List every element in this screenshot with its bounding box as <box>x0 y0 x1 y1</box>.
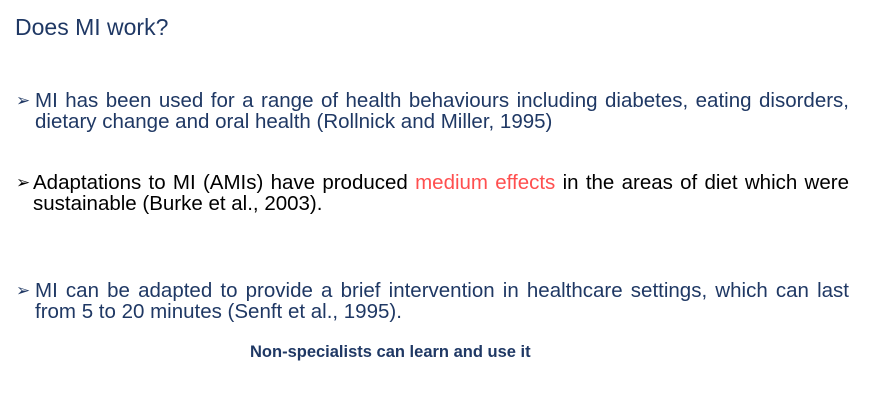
arrow-bullet-icon: ➢ <box>16 91 31 110</box>
arrow-bullet-icon: ➢ <box>16 281 31 300</box>
bullet-item-2 <box>16 172 849 214</box>
bullet-text-after: in the areas of diet which were sustainable (Burke et al., 2003). <box>33 171 849 215</box>
bullet-item-1 <box>16 90 849 132</box>
highlighted-phrase: medium effects <box>415 171 556 194</box>
slide-title: Does MI work? <box>15 14 169 40</box>
bullet-item-3 <box>16 280 849 322</box>
bullet-text-before: Adaptations to MI (AMIs) have produced <box>33 171 416 194</box>
footer-note: Non-specialists can learn and use it <box>250 343 531 361</box>
bullet-text: MI can be adapted to provide a brief intervention in healthcare settings, which can last from 5 to 20 minutes (Senft et al., 1995). <box>35 279 849 323</box>
bullet-text <box>33 172 849 214</box>
bullet-text: MI has been used for a range of health behaviours including diabetes, eating disorders, dietary change and oral health (Rollnick and Miller, 1995) <box>35 89 849 133</box>
arrow-bullet-icon: ➢ <box>16 173 31 192</box>
